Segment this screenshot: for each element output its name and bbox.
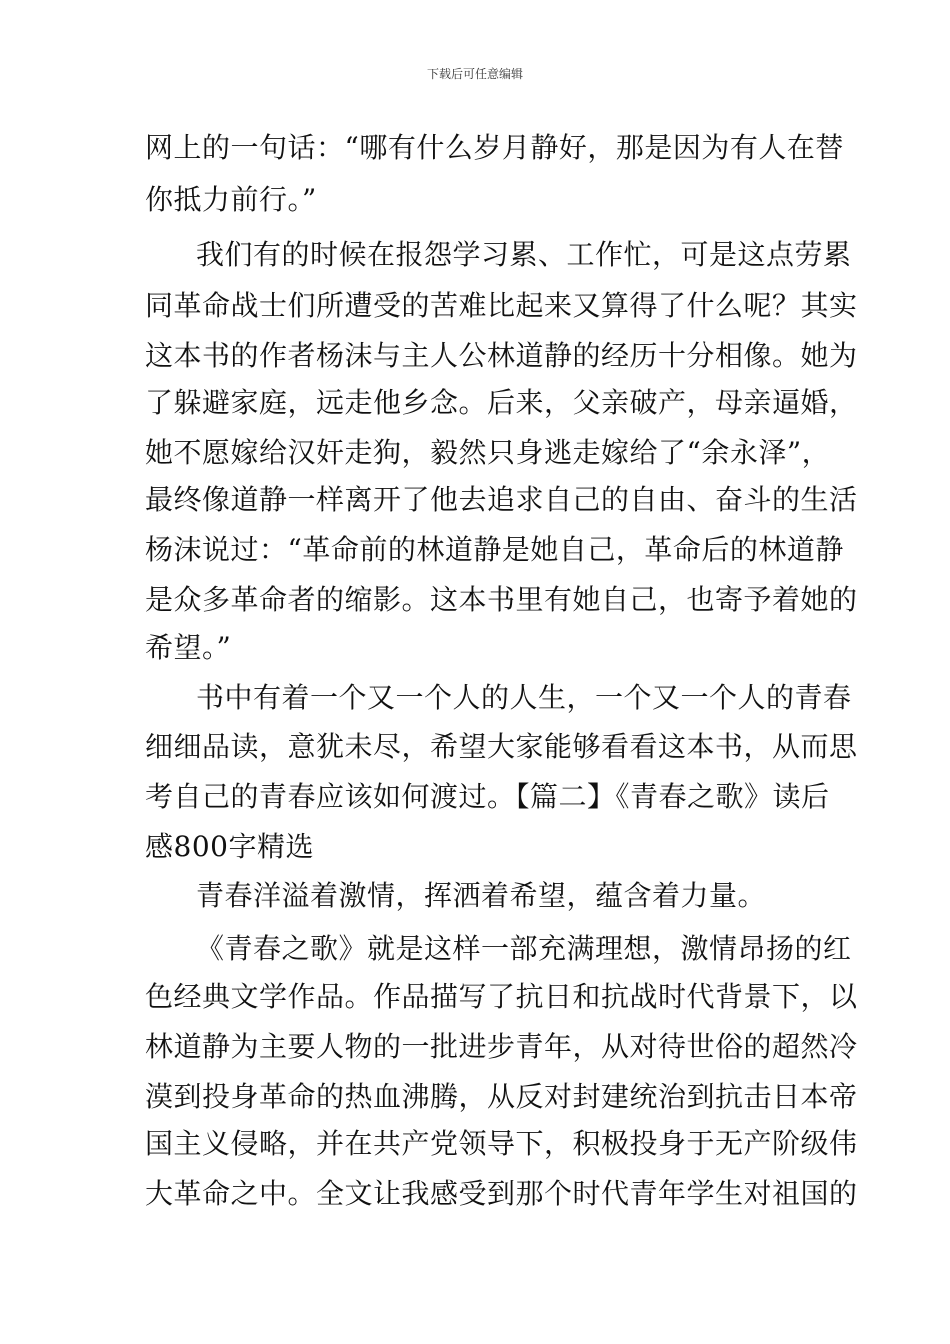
text-line: 这本书的作者杨沫与主人公林道静的经历十分相像。她为 (145, 339, 858, 372)
text-line: 杨沫说过：“革命前的林道静是她自己，革命后的林道静 (145, 533, 844, 566)
text-line: 国主义侵略，并在共产党领导下，积极投身于无产阶级伟 (145, 1127, 858, 1160)
page-header: 下载后可任意编辑 (426, 67, 523, 81)
text-line: 大革命之中。全文让我感受到那个时代青年学生对祖国的 (145, 1177, 858, 1210)
text-line: 了躲避家庭，远走他乡念。后来，父亲破产，母亲逼婚， (145, 386, 858, 419)
text-line: 感800字精选 (145, 830, 314, 863)
text-line: 你抵力前行。” (145, 183, 317, 216)
text-line: 细细品读，意犹未尽，希望大家能够看看这本书，从而思 (145, 730, 858, 763)
text-line: 她不愿嫁给汉奸走狗，毅然只身逃走嫁给了“余永泽”， (145, 436, 831, 469)
text-line: 《青春之歌》就是这样一部充满理想，激情昂扬的红 (196, 932, 852, 965)
text-line: 书中有着一个又一个人的人生，一个又一个人的青春 (196, 681, 852, 714)
text-line: 漠到投身革命的热血沸腾，从反对封建统治到抗击日本帝 (145, 1080, 858, 1113)
text-line: 最终像道静一样离开了他去追求自己的自由、奋斗的生活 (145, 483, 858, 516)
text-line: 考自己的青春应该如何渡过。【篇二】《青春之歌》读后 (145, 780, 830, 813)
text-line: 我们有的时候在报怨学习累、工作忙，可是这点劳累 (196, 238, 852, 271)
text-line: 是众多革命者的缩影。这本书里有她自己，也寄予着她的 (145, 583, 858, 616)
text-line: 同革命战士们所遭受的苦难比起来又算得了什么呢？其实 (145, 289, 858, 322)
text-line: 青春洋溢着激情，挥洒着希望，蕴含着力量。 (196, 879, 767, 912)
text-line: 网上的一句话：“哪有什么岁月静好，那是因为有人在替 (145, 131, 844, 164)
text-line: 色经典文学作品。作品描写了抗日和抗战时代背景下，以 (145, 980, 858, 1013)
text-line: 希望。” (145, 631, 232, 664)
text-line: 林道静为主要人物的一批进步青年，从对待世俗的超然冷 (145, 1030, 858, 1063)
